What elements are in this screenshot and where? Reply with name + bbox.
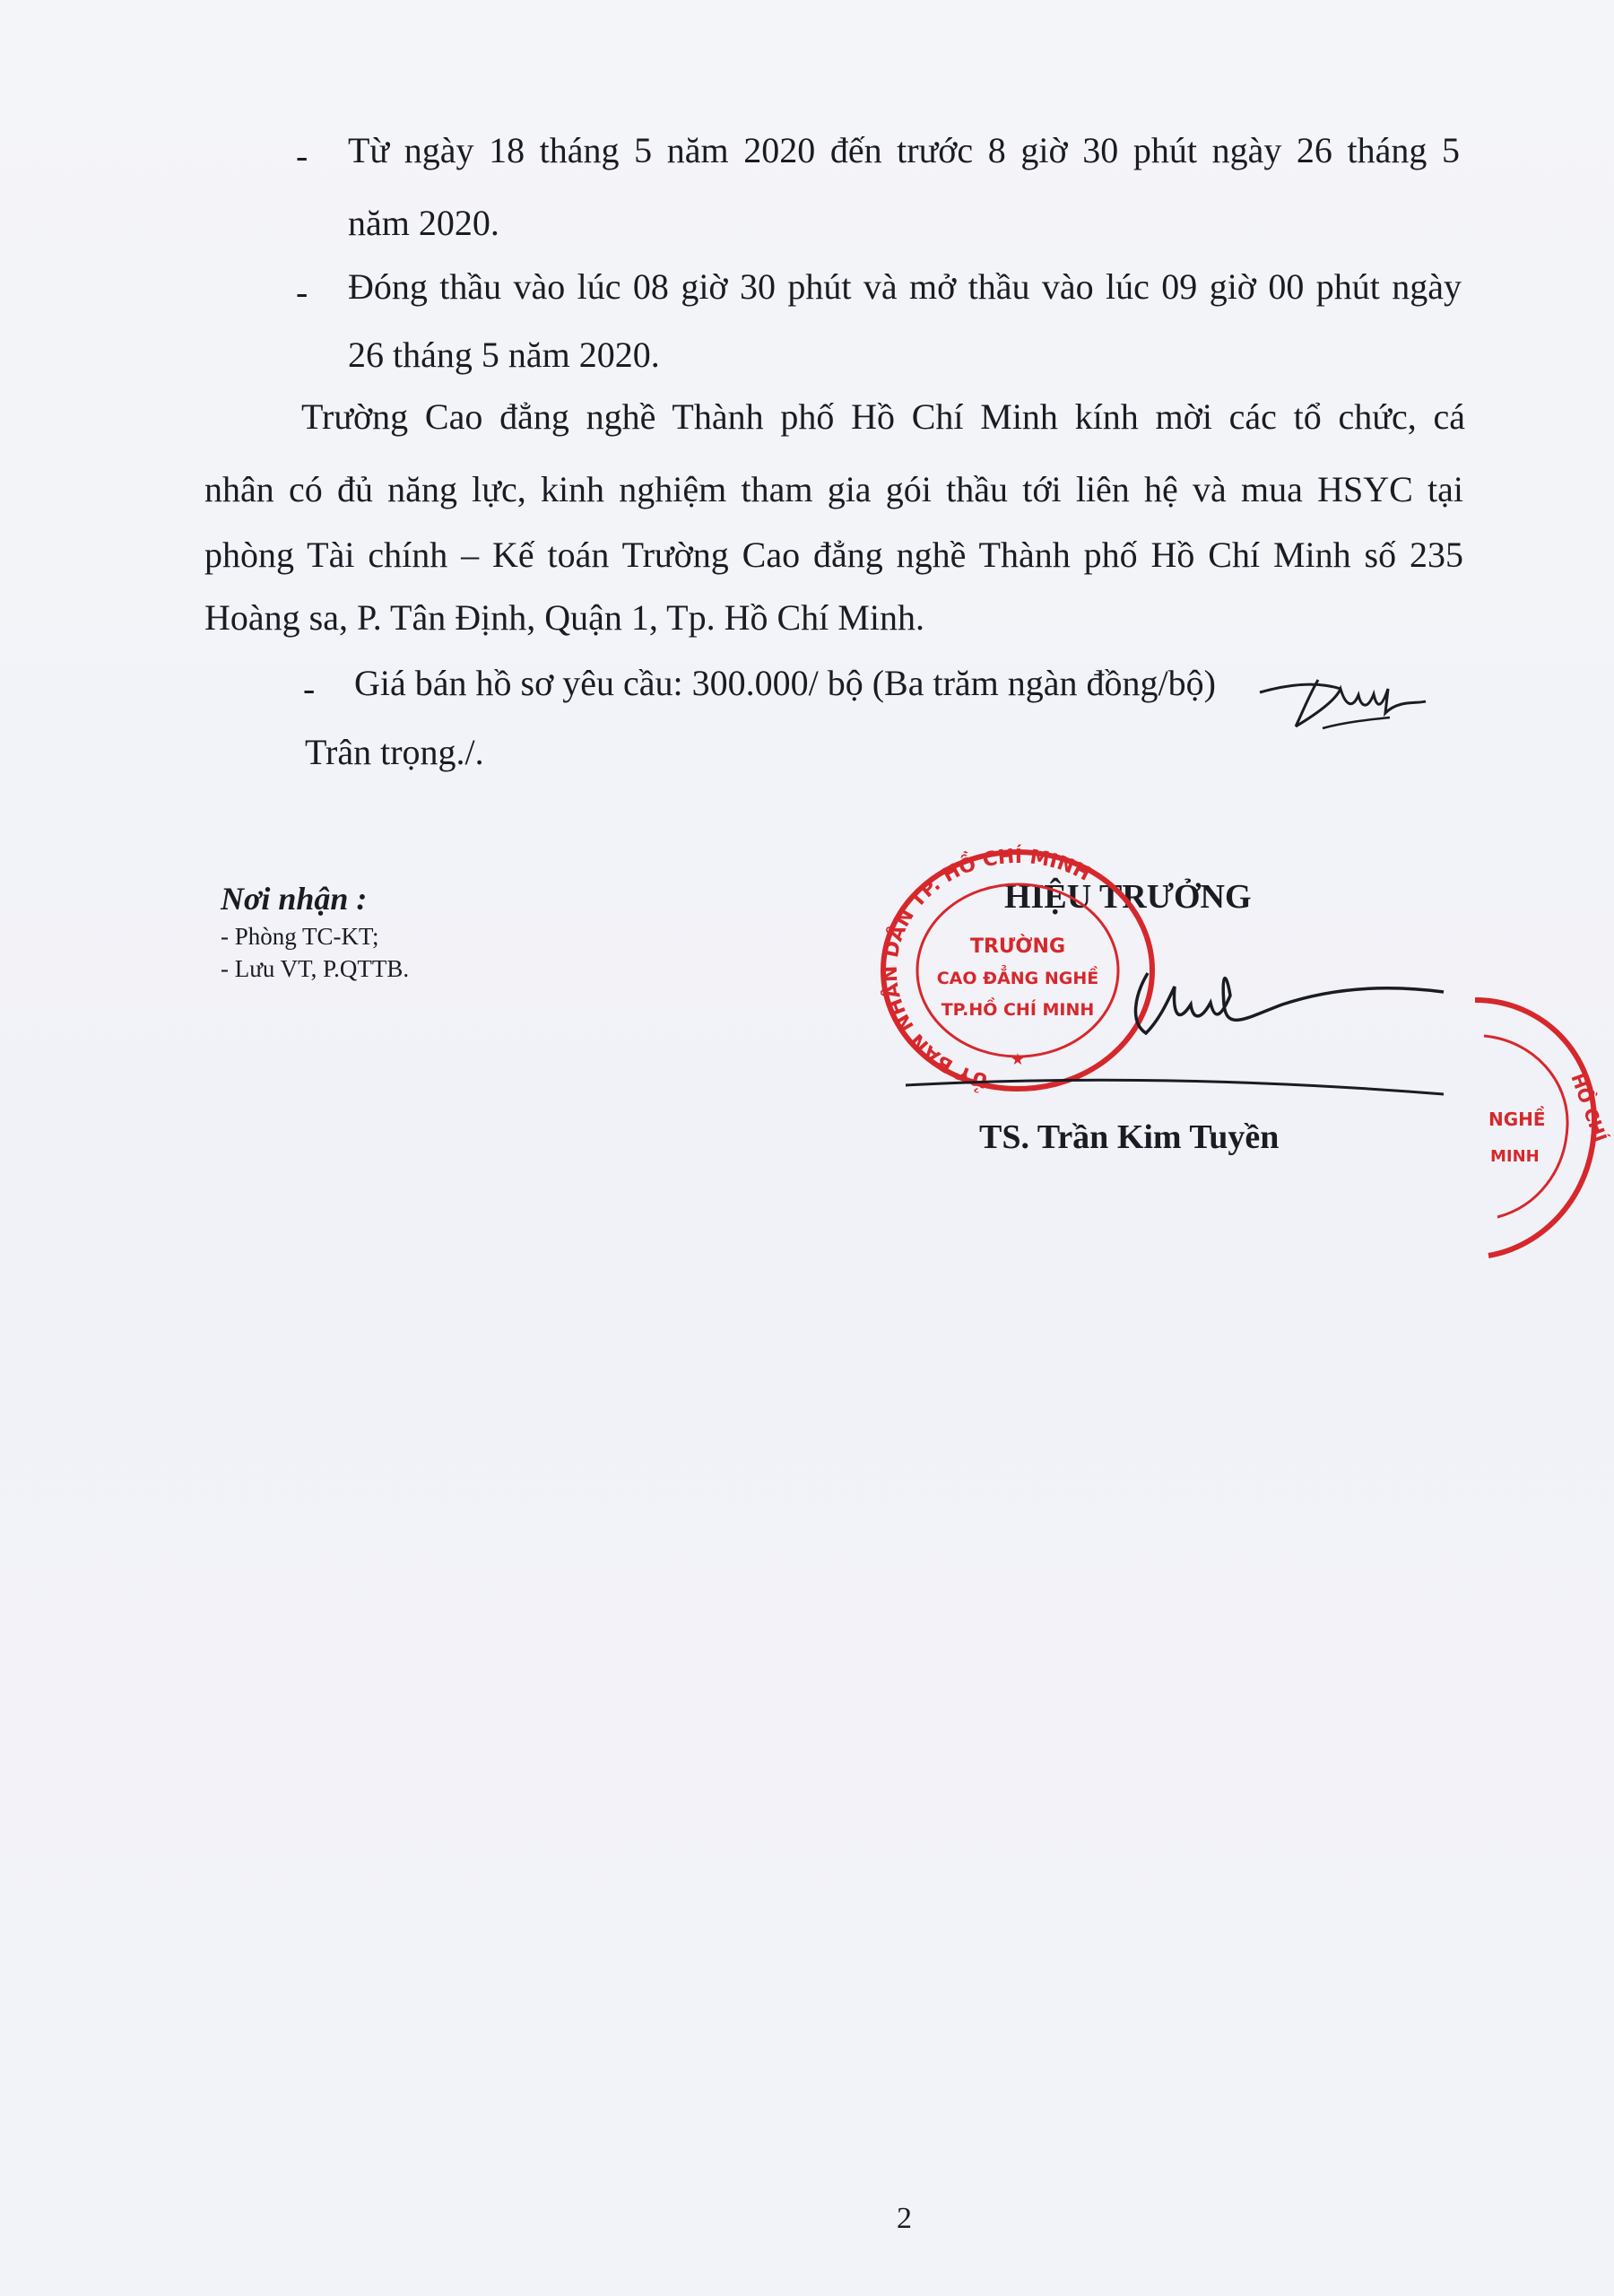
bullet-dash: - [296,135,308,176]
recipients-heading: Nơi nhận : [221,881,368,917]
bullet-dash: - [296,272,308,312]
initials-signature [1255,664,1435,744]
seal-line1: TRƯỜNG [969,935,1066,958]
partial-seal-line1: NGHỀ [1488,1109,1546,1130]
paragraph-line3: phòng Tài chính – Kế toán Trường Cao đẳng nghề Thành phố Hồ Chí Minh số 235 [204,535,1463,575]
partial-seal-ring: HỒ CHÍ [1566,1070,1612,1145]
partial-seal [1435,991,1614,1260]
recipient-item: - Lưu VT, P.QTTB. [221,955,410,982]
signature-title: HIỆU TRƯỞNG [1004,878,1252,916]
bullet-dash: - [303,668,316,709]
closing-text: Trân trọng./. [305,732,484,772]
paragraph-line4: Hoàng sa, P. Tân Định, Quận 1, Tp. Hồ Chí Minh. [204,597,924,638]
bullet2-line1: Đóng thầu vào lúc 08 giờ 30 phút và mở thầu vào lúc 09 giờ 00 phút ngày [348,266,1462,307]
seal-line3: TP.HỒ CHÍ MINH [941,1000,1095,1020]
paragraph-line1: Trường Cao đẳng nghề Thành phố Hồ Chí Minh kính mời các tổ chức, cá [301,396,1465,437]
partial-seal-line2: MINH [1490,1147,1540,1166]
page-number: 2 [897,2202,912,2235]
paragraph-line2: nhân có đủ năng lực, kinh nghiệm tham gia gói thầu tới liên hệ và mua HSYC tại [204,469,1463,509]
signature-underline [906,1067,1444,1103]
bullet2-line2: 26 tháng 5 năm 2020. [348,335,660,375]
principal-signature [1121,969,1462,1049]
recipient-item: - Phòng TC-KT; [221,923,379,950]
signer-name: TS. Trần Kim Tuyền [979,1118,1280,1156]
bullet1-line2: năm 2020. [348,203,499,243]
seal-star-icon: ★ [1010,1050,1026,1068]
seal-ring-text: ỦY BAN NHÂN DÂN TP. HỒ CHÍ MINH [879,845,1094,1092]
bullet1-line1: Từ ngày 18 tháng 5 năm 2020 đến trước 8 giờ 30 phút ngày 26 tháng 5 [348,130,1460,170]
seal-line2: CAO ĐẲNG NGHỀ [936,969,1099,988]
price-line: Giá bán hồ sơ yêu cầu: 300.000/ bộ (Ba trăm ngàn đồng/bộ) [354,663,1216,703]
